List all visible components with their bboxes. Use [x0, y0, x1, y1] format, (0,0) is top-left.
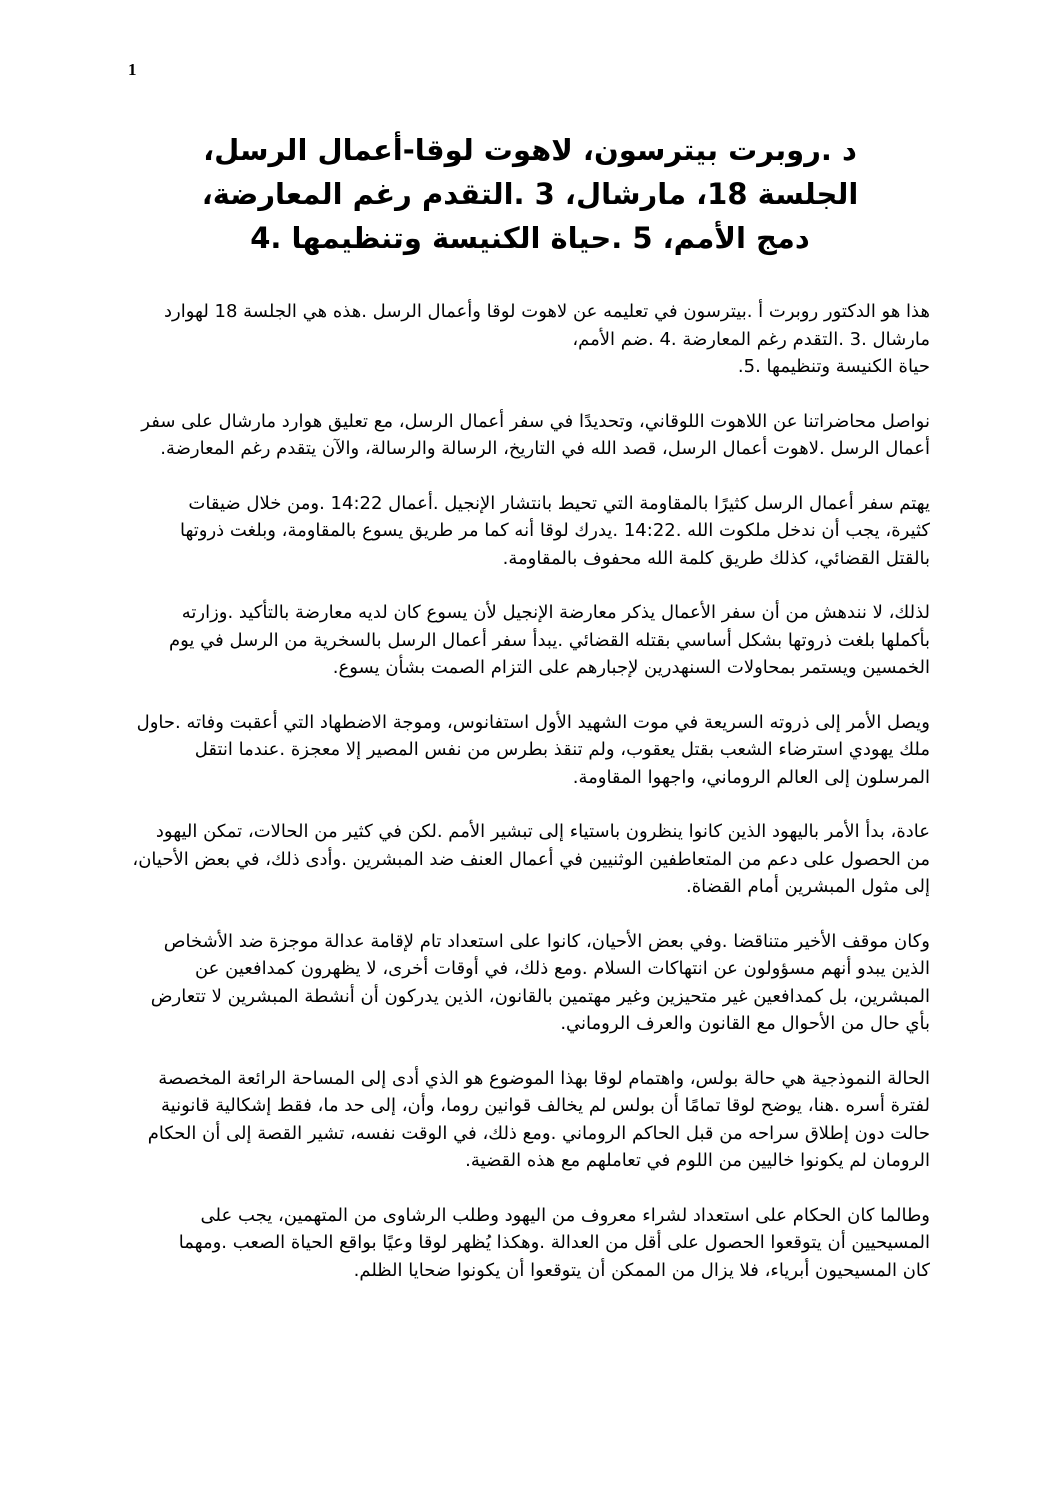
- text-line: الرومان لم يكونوا خاليين من اللوم في تعاملهم مع هذه القضية.: [465, 1150, 930, 1171]
- text-line: من الحصول على دعم من المتعاطفين الوثنيين في أعمال العنف ضد المبشرين .وأدى ذلك، في بعض الأحيان،: [132, 848, 930, 870]
- text-line: يهتم سفر أعمال الرسل كثيرًا بالمقاومة التي تحيط بانتشار الإنجيل .أعمال 14:22 .ومن خلال ضيقات: [188, 492, 930, 514]
- paragraph-intro: [130, 298, 930, 381]
- text-line: هذا هو الدكتور روبرت أ .بيترسون في تعليمه عن لاهوت لوقا وأعمال الرسل .هذه هي الجلسة 18 لهوارد: [164, 301, 930, 322]
- text-line: بأي حال من الأحوال مع القانون والعرف الروماني.: [560, 1013, 930, 1034]
- paragraph: [130, 709, 930, 792]
- document-body: [130, 298, 930, 1311]
- page-number: 1: [128, 60, 137, 79]
- text-line: الخمسين ويستمر بمحاولات السنهدرين لإجبارهم على التزام الصمت بشأن يسوع.: [332, 657, 930, 678]
- text-line: مارشال .3 .التقدم رغم المعارضة .4 .ضم الأمم،: [572, 328, 930, 350]
- text-line: نواصل محاضراتنا عن اللاهوت اللوقاني، وتحديدًا في سفر أعمال الرسل، مع تعليق هوارد مارشال على سفر: [141, 410, 930, 432]
- text-line: المرسلون إلى العالم الروماني، واجهوا المقاومة.: [572, 766, 930, 788]
- text-line: حياة الكنيسة وتنظيمها .5.: [737, 356, 930, 377]
- text-line: المبشرين، بل كمدافعين غير متحيزين وغير مهتمين بالقانون، الذين يدركون أن أنشطة المبشرين لا تتعارض: [150, 985, 930, 1007]
- text-line: الحالة النموذجية هي حالة بولس، واهتمام لوقا بهذا الموضوع هو الذي أدى إلى المساحة الرائعة المخصصة: [158, 1067, 930, 1089]
- text-line: لفترة أسره .هنا، يوضح لوقا تمامًا أن بولس لم يخالف قوانين روما، وأن، إلى حد ما، فقط إشكالية قانونية: [161, 1095, 930, 1116]
- text-line: لذلك، لا نندهش من أن سفر الأعمال يذكر معارضة الإنجيل لأن يسوع كان لديه معارضة بالتأكيد .وزارته: [181, 602, 930, 623]
- text-line: الذين يبدو أنهم مسؤولون عن انتهاكات السلام .ومع ذلك، في أوقات أخرى، لا يظهرون كمدافعين عن: [194, 958, 930, 979]
- paragraph: [130, 408, 930, 463]
- text-line: كثيرة، يجب أن ندخل ملكوت الله .14:22 .يدرك لوقا أنه كما مر طريق يسوع بالمقاومة، وبلغت ذروتها: [179, 520, 930, 541]
- paragraph: [130, 928, 930, 1038]
- paragraph: [130, 490, 930, 573]
- text-line: كان المسيحيون أبرياء، فلا يزال من الممكن أن يتوقعوا أن يكونوا ضحايا الظلم.: [353, 1259, 930, 1281]
- text-line: أعمال الرسل .لاهوت أعمال الرسل، قصد الله في التاريخ، الرسالة والرسالة، والآن يتقدم رغم المعارضة.: [160, 438, 930, 459]
- paragraph: [130, 818, 930, 901]
- page-title: [150, 128, 910, 260]
- title-line: الجلسة 18، مارشال، 3 .التقدم رغم المعارضة،: [201, 177, 859, 211]
- paragraph: [130, 1065, 930, 1175]
- title-line: د .روبرت بيترسون، لاهوت لوقا-أعمال الرسل،: [203, 133, 857, 167]
- text-line: حالت دون إطلاق سراحه من قبل الحاكم الروماني .ومع ذلك، في الوقت نفسه، تشير القصة إلى أن الحكام: [147, 1122, 930, 1144]
- text-line: بالقتل القضائي، كذلك طريق كلمة الله محفوف بالمقاومة.: [502, 547, 930, 569]
- text-line: ملك يهودي استرضاء الشعب بقتل يعقوب، ولم تنقذ بطرس من نفس المصير إلا معجزة .عندما انتقل: [194, 739, 930, 760]
- text-line: وطالما كان الحكام على استعداد لشراء معروف من اليهود وطلب الرشاوى من المتهمين، يجب على: [200, 1204, 930, 1226]
- text-line: بأكملها بلغت ذروتها بشكل أساسي بقتله القضائي .يبدأ سفر أعمال الرسل بالسخرية من الرسل في يوم: [168, 629, 930, 651]
- text-line: عادة، بدأ الأمر باليهود الذين كانوا ينظرون باستياء إلى تبشير الأمم .لكن في كثير من الحالات، تمكن اليهود: [155, 821, 930, 842]
- text-line: ويصل الأمر إلى ذروته السريعة في موت الشهيد الأول استفانوس، وموجة الاضطهاد التي أعقبت وفاته .حاول: [136, 711, 930, 733]
- text-line: إلى مثول المبشرين أمام القضاة.: [686, 876, 930, 897]
- text-line: المسيحيين أن يتوقعوا الحصول على أقل من العدالة .وهكذا يُظهر لوقا وعيًا بواقع الحياة الصعب .ومهما: [178, 1232, 930, 1253]
- title-line: دمج الأمم، 5 .حياة الكنيسة وتنظيمها .4: [250, 221, 810, 255]
- paragraph: [130, 1202, 930, 1285]
- paragraph: [130, 599, 930, 682]
- text-line: وكان موقف الأخير متناقضا .وفي بعض الأحيان، كانوا على استعداد تام لإقامة عدالة موجزة ضد الأشخاص: [163, 930, 930, 952]
